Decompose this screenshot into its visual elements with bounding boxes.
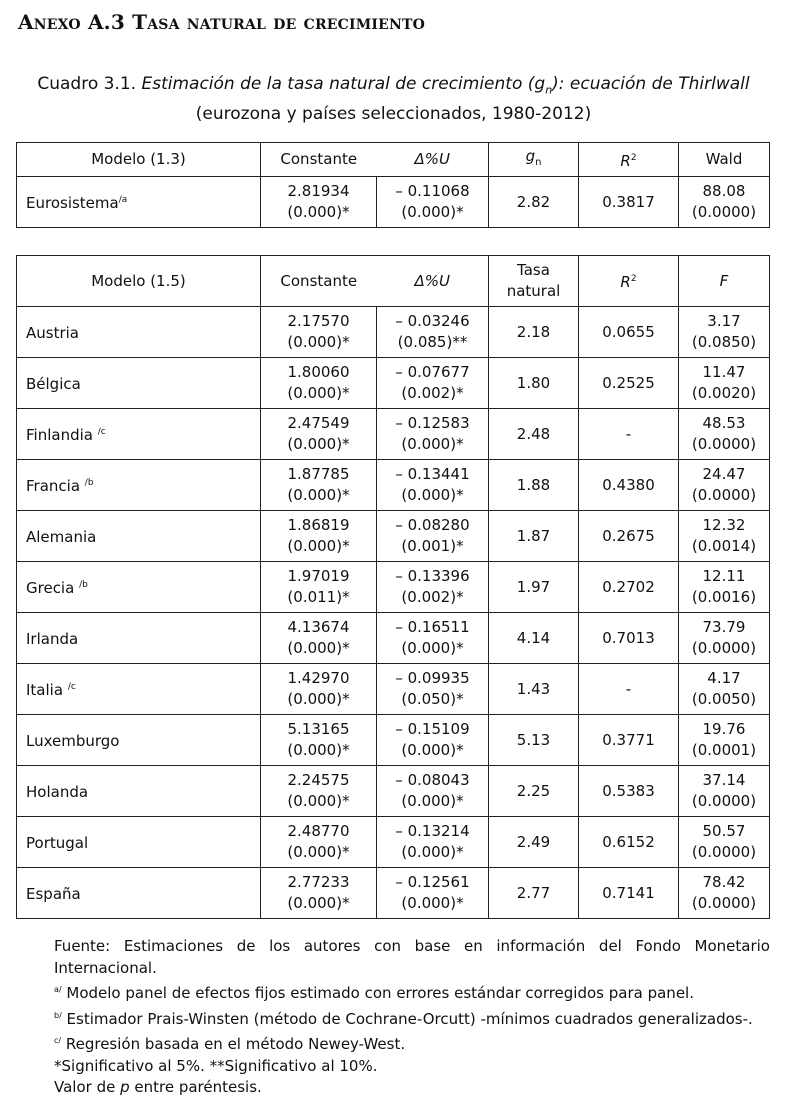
cell-constant: 2.81934 (0.000)* — [261, 177, 377, 228]
cell-f: 12.11 (0.0016) — [679, 562, 770, 613]
cell-r2: 0.5383 — [579, 766, 679, 817]
cell-constant: 2.48770 (0.000)* — [261, 817, 377, 868]
cell-constant: 4.13674 (0.000)* — [261, 613, 377, 664]
cell-delta: – 0.12583 (0.000)* — [377, 409, 489, 460]
row-name: Irlanda — [17, 613, 261, 664]
table-header-row — [17, 143, 770, 177]
cell-r2: 0.2525 — [579, 358, 679, 409]
cell-natural-rate: 2.49 — [489, 817, 579, 868]
row-name: Holanda — [17, 766, 261, 817]
cell-r2: 0.0655 — [579, 307, 679, 358]
cell-r2: 0.7013 — [579, 613, 679, 664]
cell-natural-rate: 1.88 — [489, 460, 579, 511]
table-caption — [0, 72, 787, 126]
row-name: Alemania — [17, 511, 261, 562]
row-name: Italia $^{/c}$ — [17, 664, 261, 715]
cell-constant: 2.24575 (0.000)* — [261, 766, 377, 817]
table-row — [17, 715, 770, 766]
header-constant: Constante — [261, 143, 377, 177]
cell-constant: 1.97019 (0.011)* — [261, 562, 377, 613]
caption-g: g — [534, 74, 546, 94]
cell-r2: 0.2675 — [579, 511, 679, 562]
cell-r2: 0.7141 — [579, 868, 679, 919]
cell-r2: - — [579, 664, 679, 715]
cell-f: 78.42 (0.0000) — [679, 868, 770, 919]
cell-f: 3.17 (0.0850) — [679, 307, 770, 358]
header-delta: Δ%U — [377, 256, 489, 307]
cell-natural-rate: 1.80 — [489, 358, 579, 409]
header-natural-rate: Tasa natural — [489, 256, 579, 307]
table-row — [17, 409, 770, 460]
cell-f: 11.47 (0.0020) — [679, 358, 770, 409]
cell-f: 24.47 (0.0000) — [679, 460, 770, 511]
header-r2: $R^2$ — [579, 256, 679, 307]
table-row — [17, 177, 770, 228]
cell-natural-rate: 1.97 — [489, 562, 579, 613]
cell-delta: – 0.11068 (0.000)* — [377, 177, 489, 228]
header-gn: $g_n$ — [489, 143, 579, 177]
row-name: Bélgica — [17, 358, 261, 409]
caption-title-end: ): ecuación de Thirlwall — [552, 74, 750, 94]
header-wald: Wald — [679, 143, 770, 177]
cell-natural-rate: 1.43 — [489, 664, 579, 715]
cell-constant: 1.80060 (0.000)* — [261, 358, 377, 409]
footnote-pvalue: Valor de p entre paréntesis. — [54, 1078, 262, 1096]
cell-gn: 2.82 — [489, 177, 579, 228]
table-row — [17, 868, 770, 919]
cell-natural-rate: 4.14 — [489, 613, 579, 664]
cell-r2: 0.6152 — [579, 817, 679, 868]
cell-delta: – 0.15109 (0.000)* — [377, 715, 489, 766]
eurosystem-table — [16, 142, 770, 228]
row-name: Eurosistema$^{/a}$ — [17, 177, 261, 228]
cell-wald: 88.08 (0.0000) — [679, 177, 770, 228]
caption-title-start: Estimación de la tasa natural de crecimiento ( — [141, 74, 535, 94]
cell-r2: 0.4380 — [579, 460, 679, 511]
caption-prefix: Cuadro 3.1. — [37, 74, 137, 94]
table-footnotes — [54, 936, 770, 1099]
cell-natural-rate: 5.13 — [489, 715, 579, 766]
footnote-c: $^{c/}$ Regresión basada en el método Newey-West. — [54, 1035, 406, 1053]
countries-table-body — [17, 307, 770, 919]
table-row — [17, 460, 770, 511]
cell-delta: – 0.09935 (0.050)* — [377, 664, 489, 715]
cell-constant: 2.77233 (0.000)* — [261, 868, 377, 919]
caption-g-sub: n — [545, 83, 553, 97]
cell-constant: 1.42970 (0.000)* — [261, 664, 377, 715]
cell-f: 19.76 (0.0001) — [679, 715, 770, 766]
table-row — [17, 307, 770, 358]
cell-delta: – 0.13396 (0.002)* — [377, 562, 489, 613]
cell-constant: 1.87785 (0.000)* — [261, 460, 377, 511]
row-name: Luxemburgo — [17, 715, 261, 766]
footnote-source: Fuente: Estimaciones de los autores con base en información del Fondo Monetario Internacional. — [54, 937, 770, 977]
cell-constant: 2.47549 (0.000)* — [261, 409, 377, 460]
header-f: F — [679, 256, 770, 307]
cell-natural-rate: 2.77 — [489, 868, 579, 919]
row-name: Portugal — [17, 817, 261, 868]
footnote-b: $^{b/}$ Estimador Prais-Winsten (método de Cochrane-Orcutt) -mínimos cuadrados generalizados-. — [54, 1009, 753, 1028]
countries-table — [16, 255, 770, 919]
table-row — [17, 511, 770, 562]
cell-f: 50.57 (0.0000) — [679, 817, 770, 868]
table-row — [17, 766, 770, 817]
footnote-significance: *Significativo al 5%. **Significativo al 10%. — [54, 1056, 378, 1075]
cell-f: 4.17 (0.0050) — [679, 664, 770, 715]
annex-title: Anexo A.3 Tasa natural de crecimiento — [18, 10, 426, 34]
cell-f: 12.32 (0.0014) — [679, 511, 770, 562]
row-name: España — [17, 868, 261, 919]
cell-f: 48.53 (0.0000) — [679, 409, 770, 460]
cell-r2: 0.3817 — [579, 177, 679, 228]
cell-delta: – 0.13441 (0.000)* — [377, 460, 489, 511]
cell-constant: 1.86819 (0.000)* — [261, 511, 377, 562]
row-name: Austria — [17, 307, 261, 358]
cell-delta: – 0.12561 (0.000)* — [377, 868, 489, 919]
cell-delta: – 0.08280 (0.001)* — [377, 511, 489, 562]
cell-delta: – 0.16511 (0.000)* — [377, 613, 489, 664]
table-header-row — [17, 256, 770, 307]
table-row — [17, 358, 770, 409]
cell-f: 37.14 (0.0000) — [679, 766, 770, 817]
header-constant: Constante — [261, 256, 377, 307]
table-row — [17, 664, 770, 715]
cell-natural-rate: 2.18 — [489, 307, 579, 358]
caption-line-1 — [0, 72, 787, 102]
row-name: Francia $^{/b}$ — [17, 460, 261, 511]
header-model: Modelo (1.3) — [17, 143, 261, 177]
cell-constant: 2.17570 (0.000)* — [261, 307, 377, 358]
cell-r2: 0.3771 — [579, 715, 679, 766]
cell-delta: – 0.07677 (0.002)* — [377, 358, 489, 409]
table-row — [17, 613, 770, 664]
cell-delta: – 0.08043 (0.000)* — [377, 766, 489, 817]
header-delta: Δ%U — [377, 143, 489, 177]
caption-line-2: (eurozona y países seleccionados, 1980-2012) — [195, 104, 592, 125]
footnote-a: $^{a/}$ Modelo panel de efectos fijos estimado con errores estándar corregidos para panel. — [54, 984, 694, 1002]
cell-natural-rate: 1.87 — [489, 511, 579, 562]
table-row — [17, 562, 770, 613]
cell-delta: – 0.03246 (0.085)** — [377, 307, 489, 358]
cell-natural-rate: 2.25 — [489, 766, 579, 817]
cell-natural-rate: 2.48 — [489, 409, 579, 460]
row-name: Finlandia $^{/c}$ — [17, 409, 261, 460]
table-row — [17, 817, 770, 868]
cell-delta: – 0.13214 (0.000)* — [377, 817, 489, 868]
cell-constant: 5.13165 (0.000)* — [261, 715, 377, 766]
header-r2: $R^2$ — [579, 143, 679, 177]
cell-r2: - — [579, 409, 679, 460]
row-name: Grecia $^{/b}$ — [17, 562, 261, 613]
cell-f: 73.79 (0.0000) — [679, 613, 770, 664]
header-model: Modelo (1.5) — [17, 256, 261, 307]
cell-r2: 0.2702 — [579, 562, 679, 613]
